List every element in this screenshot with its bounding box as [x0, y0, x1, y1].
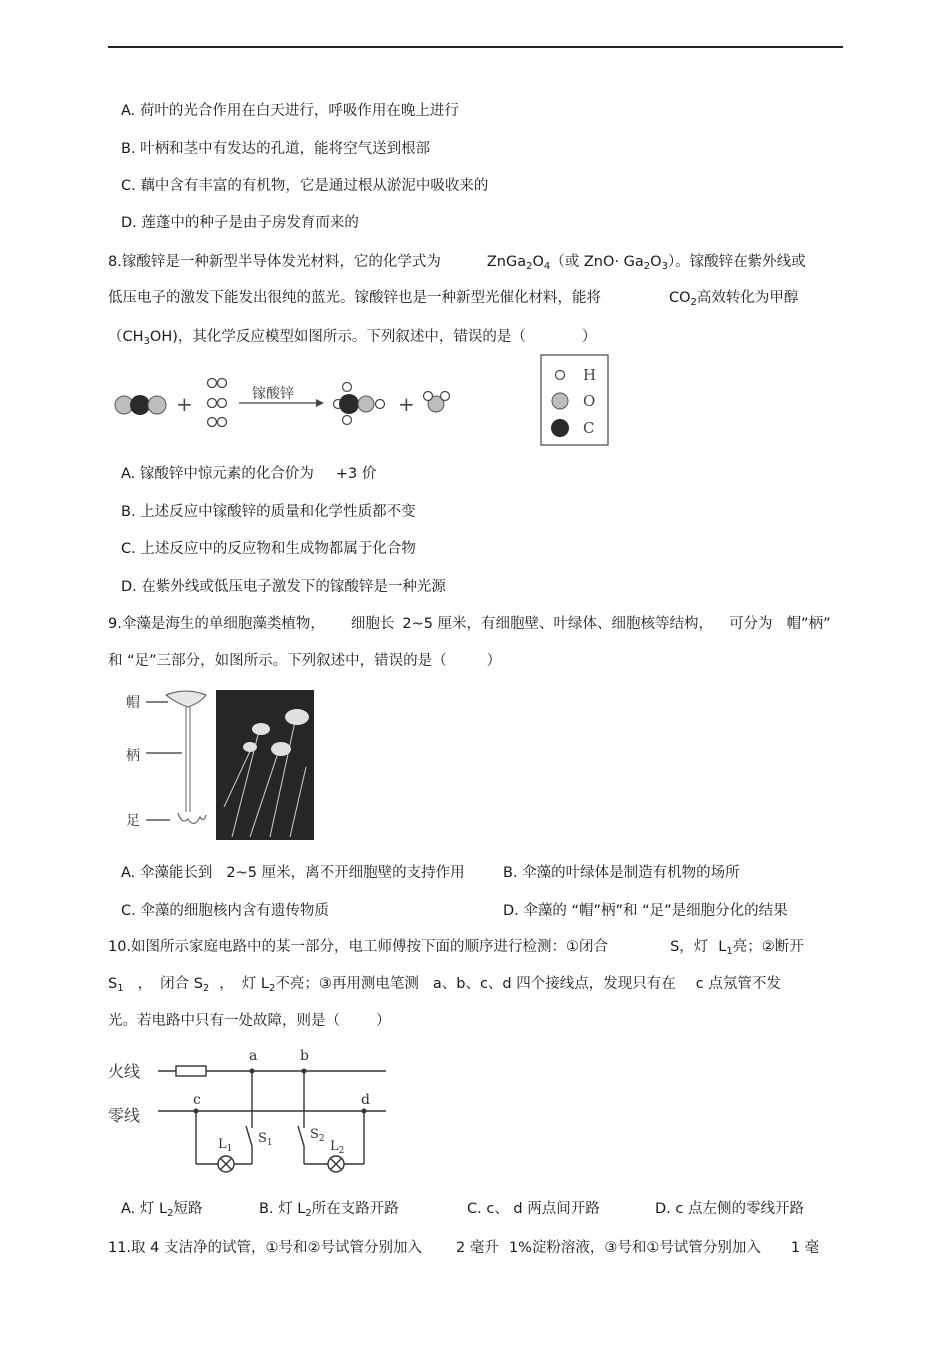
- q8-option-d: D. 在紫外线或低压电子激发下的镓酸锌是一种光源: [121, 579, 446, 595]
- q9-line-2: [108, 651, 501, 671]
- q10-option-a-text: A. 灯 L: [121, 1201, 168, 1217]
- q10-line-3: [108, 1011, 391, 1031]
- co2-molecule: [115, 395, 166, 415]
- chem-formula: ZnGa: [486, 254, 527, 270]
- point-b-label: b: [300, 1048, 309, 1064]
- q8-text: （CH: [108, 329, 144, 345]
- q8-option-a: [121, 464, 376, 484]
- q9-text: 可分为: [729, 616, 773, 632]
- q9-text: 2~5 厘米，有细胞壁、叶绿体、细胞核等结构，: [402, 616, 714, 632]
- point-a-label: a: [249, 1048, 258, 1064]
- subscript: 2: [643, 261, 651, 272]
- q11-text: 11.取 4 支洁净的试管，①号和②号试管分别加入: [108, 1240, 422, 1256]
- q11-text: 1 毫: [790, 1240, 820, 1256]
- q9-option-a-text: A. 伞藻能长到: [121, 865, 213, 881]
- q10-text: S: [108, 976, 118, 992]
- subscript: 2: [526, 261, 533, 272]
- q10-text: 灯 L: [241, 976, 269, 992]
- q9-text: 帽”柄”: [786, 616, 831, 632]
- q10-text: a、b、c、d 四个接线点，发现只有在: [432, 976, 676, 992]
- q10-option-d: D. c 点左侧的零线开路: [655, 1201, 804, 1217]
- q9-text: 9.伞藻是海生的单细胞藻类植物，: [108, 616, 325, 632]
- legend-o-label: O: [583, 392, 596, 410]
- q10-text: 亮；②断开: [732, 939, 804, 955]
- reaction-model-figure: [106, 352, 611, 448]
- q8-text: ）。镓酸锌在紫外线或: [667, 254, 806, 270]
- q9-text: 和 “足”三部分，如图所示。下列叙述中，错误的是（: [108, 653, 447, 669]
- q10-option-c: C. c、 d 两点间开路: [467, 1201, 600, 1217]
- lamp-l1-label: $L_1$: [218, 1137, 233, 1154]
- subscript: 2: [202, 983, 210, 994]
- q8-text: 低压电子的激发下能发出很纯的蓝光。镓酸锌也是一种新型光催化材料，能将: [108, 290, 601, 306]
- q8-text: 高效转化为甲醇: [696, 290, 799, 306]
- atom-legend: [541, 355, 608, 445]
- subscript: 4: [543, 261, 551, 272]
- q8-option-a-text: A. 镓酸锌中惊元素的化合价为: [121, 466, 314, 482]
- q7-option-b: B. 叶柄和茎中有发达的孔道，能将空气送到根部: [121, 141, 431, 157]
- svg-text:+: +: [176, 392, 193, 416]
- q10-text: L: [718, 939, 727, 955]
- q8-line-1: [108, 252, 806, 277]
- catalyst-label: 镓酸锌: [252, 386, 294, 402]
- chem-formula: CO: [669, 290, 691, 306]
- q9-option-a: [121, 863, 465, 883]
- subscript: 1: [117, 983, 124, 994]
- cap-label: 帽: [126, 695, 140, 711]
- subscript: 3: [143, 336, 150, 347]
- legend-c-label: C: [583, 419, 595, 437]
- q10-text: ，: [219, 976, 234, 992]
- switch-s2-label: $S_2$: [310, 1127, 325, 1144]
- q8-line-2: [108, 288, 798, 313]
- methanol-molecule: [334, 383, 385, 425]
- chem-formula: O: [532, 254, 544, 270]
- subscript: 2: [690, 297, 697, 308]
- chem-formula: （或 ZnO· Ga: [550, 254, 644, 270]
- live-wire-label: 火线: [108, 1062, 141, 1081]
- q10-line-1: [108, 937, 804, 962]
- point-d-label: d: [361, 1092, 370, 1108]
- foot-label: 足: [126, 813, 140, 829]
- q10-option-b-text: B. 灯 L: [259, 1201, 306, 1217]
- subscript: 3: [661, 261, 668, 272]
- svg-text:+: +: [398, 392, 415, 416]
- q9-option-a-text2: 2~5 厘米，离不开细胞壁的支持作用: [226, 865, 465, 881]
- q11-text: 1%淀粉溶液，③号和①号试管分别加入: [508, 1240, 761, 1256]
- q8-text: ）: [581, 329, 597, 345]
- q10-text: c 点氖管不发: [695, 976, 781, 992]
- acetabularia-figure: [120, 687, 320, 843]
- q8-line-3: [108, 327, 596, 352]
- q9-option-b: B. 伞藻的叶绿体是制造有机物的场所: [503, 865, 740, 881]
- q8-option-a-value: +3 价: [335, 466, 377, 482]
- subscript: 2: [167, 1208, 174, 1219]
- q7-option-d: D. 莲蓬中的种子是由子房发育而来的: [121, 215, 359, 231]
- q8-text: OH)，其化学反应模型如图所示。下列叙述中，错误的是（: [149, 329, 526, 345]
- q7-option-c: C. 藕中含有丰富的有机物，它是通过根从淤泥中吸收来的: [121, 178, 489, 194]
- point-c-label: c: [193, 1092, 201, 1108]
- q10-option-a-text2: 短路: [173, 1201, 203, 1217]
- q10-option-a: [121, 1199, 202, 1224]
- q7-option-a: A. 荷叶的光合作用在白天进行，呼吸作用在晚上进行: [121, 103, 459, 119]
- neutral-wire-label: 零线: [108, 1106, 141, 1125]
- subscript: 2: [305, 1208, 312, 1219]
- q8-option-b: B. 上述反应中镓酸锌的质量和化学性质都不变: [121, 504, 416, 520]
- q10-option-b-text2: 所在支路开路: [311, 1201, 399, 1217]
- h2-molecules: [208, 379, 227, 427]
- q10-text: 不亮；③再用测电笔测: [275, 976, 419, 992]
- q8-text: 8.镓酸锌是一种新型半导体发光材料，它的化学式为: [108, 254, 441, 270]
- q10-line-2: [108, 974, 781, 999]
- chem-formula: O: [650, 254, 662, 270]
- q10-text: ）: [376, 1013, 391, 1029]
- q10-text: 闭合 S: [160, 976, 203, 992]
- acetabularia-drawing: [166, 691, 206, 824]
- circuit-diagram: [106, 1046, 396, 1178]
- header-rule: [108, 46, 843, 48]
- q9-text: ）: [486, 653, 502, 669]
- q9-option-c: C. 伞藻的细胞核内含有遗传物质: [121, 903, 329, 919]
- water-molecule: [424, 392, 450, 413]
- q10-text: 光。若电路中只有一处故障，则是（: [108, 1013, 340, 1029]
- q9-line-1: [108, 614, 831, 634]
- subscript: 2: [268, 983, 276, 994]
- legend-h-label: H: [583, 366, 597, 384]
- q10-text: S，灯: [670, 939, 709, 955]
- lamp-l2-label: $L_2$: [330, 1139, 345, 1156]
- q8-option-c: C. 上述反应中的反应物和生成物都属于化合物: [121, 541, 416, 557]
- q11-line-1: [108, 1238, 819, 1258]
- switch-s1-label: $S_1$: [258, 1131, 273, 1148]
- q10-text: 10.如图所示家庭电路中的某一部分，电工师傅按下面的顺序进行检测：①闭合: [108, 939, 609, 955]
- q9-text: 细胞长: [350, 616, 395, 632]
- stalk-label: 柄: [126, 748, 140, 764]
- q10-option-b: [259, 1199, 399, 1224]
- q9-option-d: D. 伞藻的 “帽”柄”和 “足”是细胞分化的结果: [503, 903, 788, 919]
- q11-text: 2 毫升: [456, 1240, 499, 1256]
- q10-text: ，: [137, 976, 153, 992]
- subscript: 1: [726, 946, 733, 957]
